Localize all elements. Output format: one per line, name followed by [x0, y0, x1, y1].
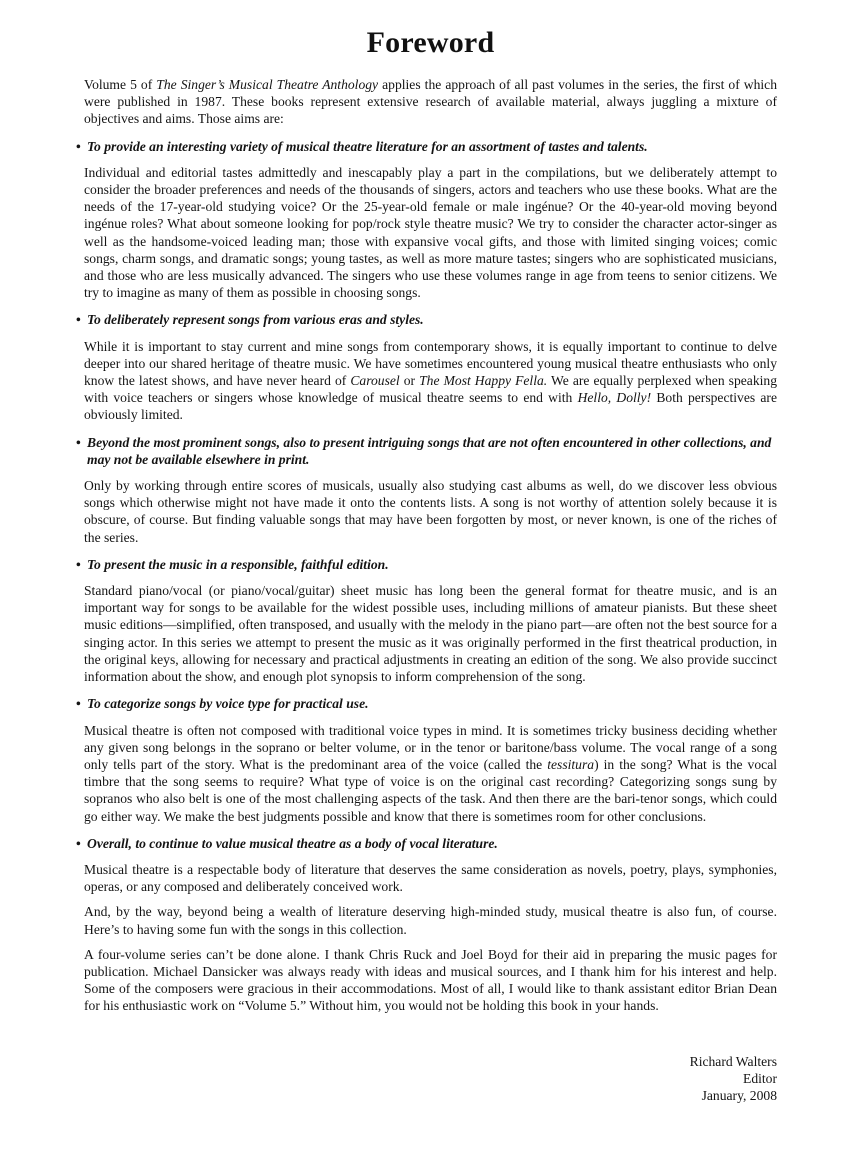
- paragraph: [84, 722, 777, 825]
- text-run: or: [399, 373, 420, 389]
- signature-block: [84, 1053, 777, 1105]
- bullet-heading: [76, 695, 777, 712]
- text-run: applies the approach of all past volumes in the series, the first of which were published in 1987. These books represent extensive research of available material, always juggling a mixture of objectives and aims. Those aims are:: [84, 77, 777, 127]
- text-run: To present the music in a responsible, faithful edition.: [87, 556, 389, 572]
- bullet-heading: [76, 835, 777, 852]
- bullet-icon: •: [76, 556, 81, 572]
- paragraph: [84, 164, 777, 302]
- text-run: We are equally perplexed when speaking with voice teachers or singers whose knowledge of musical theatre seems to end with: [84, 373, 777, 406]
- text-run: A four-volume series can’t be done alone. I thank Chris Ruck and Joel Boyd for their aid in preparing the music pages for publication. Michael Dansicker was always ready with ideas and musical sources, and I thank him for his interest and help. Some of the composers were gracious in their accommodations. Most of all, I would like to thank assistant editor Brian Dean for his enthusiastic work on “Volume 5.” Without him, you would not be holding this book in your hands.: [84, 946, 777, 1014]
- text-run: To categorize songs by voice type for practical use.: [87, 696, 369, 712]
- signature-role: Editor: [743, 1070, 777, 1086]
- paragraph: [84, 582, 777, 685]
- bullet-icon: •: [76, 434, 81, 450]
- text-run: Overall, to continue to value musical theatre as a body of vocal literature.: [87, 835, 498, 851]
- text-run: Standard piano/vocal (or piano/vocal/guitar) sheet music has long been the general format for theatre music, and is an important way for songs to be available for the widest possible uses, including millions of amateur pianists. But these sheet music editions—simplified, often transposed, and usually with the melody in the piano part—are often not the best source for a singing actor. In this series we attempt to present the music as it was originally performed in the first theatrical production, in the original keys, allowing for necessary and practical adjustments in creating an edition of the song. We also provide succinct information about the show, and enough plot synopsis to inform comprehension of the song.: [84, 583, 777, 685]
- text-run: While it is important to stay current and mine songs from contemporary shows, it is equally important to continue to delve deeper into our shared heritage of theatre music. We have sometimes encountered young musical theatre enthusiasts who only know the latest shows, and have never heard of: [84, 338, 777, 389]
- text-run: Both perspectives are obviously limited.: [84, 390, 777, 423]
- bullet-icon: •: [76, 696, 81, 712]
- paragraph: [84, 76, 777, 128]
- bullet-heading: [76, 556, 777, 573]
- italic-text-run: Carousel: [350, 373, 400, 389]
- signature-date: January, 2008: [701, 1087, 777, 1103]
- text-run: ) in the song? What is the vocal timbre that the song seems to require? What type of voice is on the original cast recording? Categorizing songs sung by sopranos who also belt is one of the most challenging aspects of the task. And then there are the bari-tenor songs, which could go either way. We make the best judgments possible and know that there is sometimes room for other conclusions.: [84, 756, 777, 824]
- signature-name: Richard Walters: [689, 1053, 777, 1069]
- bullet-heading: [76, 434, 777, 468]
- paragraph: [84, 903, 777, 937]
- bullet-heading: [76, 311, 777, 328]
- bullet-icon: •: [76, 835, 81, 851]
- italic-text-run: The Most Happy Fella.: [419, 373, 548, 389]
- page-title: Foreword: [366, 26, 495, 59]
- text-run: Beyond the most prominent songs, also to present intriguing songs that are not often encountered in other collections, and may not be available elsewhere in print.: [87, 434, 772, 467]
- paragraph: [84, 946, 777, 1015]
- text-run: Musical theatre is often not composed with traditional voice types in mind. It is sometimes tricky business deciding whether any given song belongs in the soprano or belter volume, or in the tenor or baritone/bass volume. The vocal range of a song only tells part of the story. What is the predominant area of the voice (called the: [84, 722, 777, 772]
- paragraph: [84, 338, 777, 424]
- paragraph: [84, 861, 777, 895]
- italic-text-run: tessitura: [547, 756, 595, 772]
- bullet-heading: [76, 138, 777, 155]
- bullet-icon: •: [76, 312, 81, 328]
- italic-text-run: The Singer’s Musical Theatre Anthology: [156, 77, 379, 92]
- text-run: Musical theatre is a respectable body of literature that deserves the same consideration as novels, poetry, plays, symphonies, operas, or any composed and deliberately conceived work.: [84, 861, 777, 895]
- text-run: And, by the way, beyond being a wealth of literature deserving high-minded study, musical theatre is also fun, of course. Here’s to having some fun with the songs in this collection.: [84, 904, 777, 937]
- paragraph: [84, 477, 777, 546]
- italic-text-run: Hello, Dolly!: [577, 390, 652, 406]
- text-run: Volume 5 of: [84, 77, 157, 92]
- text-run: Individual and editorial tastes admittedly and inescapably play a part in the compilations, but we deliberately attempt to consider the broader preferences and needs of the thousands of singers, actors and teachers who use these books. What are the needs of the 17-year-old studying voice? Or the 25-year-old female or male ingénue? Or the 40-year-old moving beyond ingénue roles? What about someone looking for pop/rock style theatre music? We try to consider the character actor-singer as well as the handsome-voiced leading man; those with expansive vocal gifts, and those with limited singing voices; comic songs, charm songs, and dramatic songs; young tastes, as well as more mature tastes; singers who are sophisticated musicians, and those who are less musically advanced. The singers who use these volumes range in age from teens to senior citizens. We try to imagine as many of them as possible in choosing songs.: [84, 164, 777, 301]
- foreword-content: [76, 76, 777, 1015]
- text-run: To provide an interesting variety of musical theatre literature for an assortment of tastes and talents.: [87, 138, 648, 154]
- text-run: Only by working through entire scores of musicals, usually also studying cast albums as well, do we discover less obvious songs which otherwise might not have made it onto the contents lists. A song is not worthy of attention solely because it is obscure, of course. But finding valuable songs that may have been forgotten by most, or never known, is one of the riches of the series.: [84, 478, 777, 545]
- text-run: To deliberately represent songs from various eras and styles.: [87, 312, 424, 328]
- bullet-icon: •: [76, 138, 81, 154]
